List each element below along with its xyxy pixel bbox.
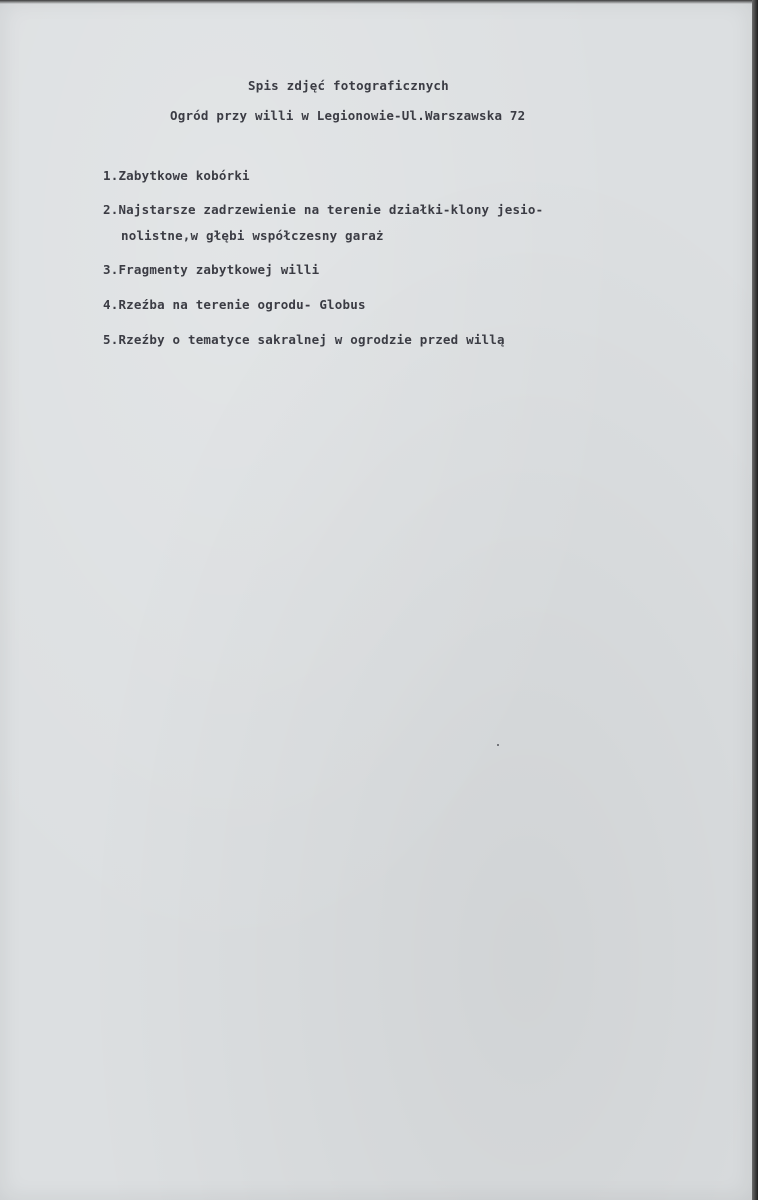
scan-edge-top xyxy=(0,0,752,4)
list-item-2: 2.Najstarsze zadrzewienie na terenie działki-klony jesio- xyxy=(103,202,544,217)
document-subtitle: Ogród przy willi w Legionowie-Ul.Warszawska 72 xyxy=(170,108,526,123)
document-title: Spis zdjęć fotograficznych xyxy=(248,78,449,93)
list-item-2-continuation: nolistne,w głębi współczesny garaż xyxy=(121,228,384,243)
paper-speck xyxy=(497,744,499,746)
list-item-3: 3.Fragmenty zabytkowej willi xyxy=(103,262,320,277)
list-item-5: 5.Rzeźby o tematyce sakralnej w ogrodzie przed willą xyxy=(103,332,505,347)
list-item-4: 4.Rzeźba na terenie ogrodu- Globus xyxy=(103,297,366,312)
list-item-1: 1.Zabytkowe kobórki xyxy=(103,168,250,183)
scan-edge-right xyxy=(752,0,758,1200)
